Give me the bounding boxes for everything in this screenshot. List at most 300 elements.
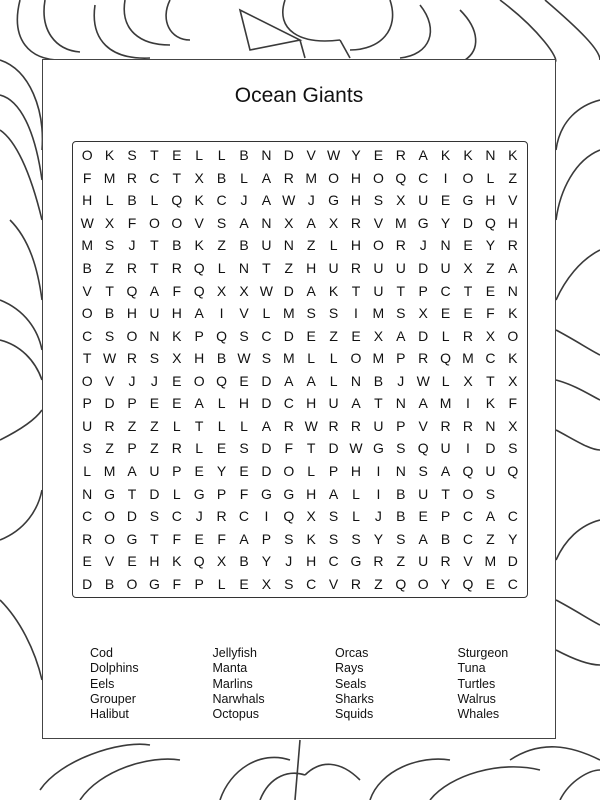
grid-cell[interactable]: A [306, 372, 316, 389]
grid-cell[interactable]: O [462, 169, 474, 186]
grid-cell[interactable]: V [104, 372, 115, 389]
grid-cell[interactable]: R [82, 530, 93, 547]
grid-cell[interactable]: E [194, 530, 204, 547]
grid-cell[interactable]: F [217, 530, 226, 547]
grid-cell[interactable]: C [216, 192, 227, 209]
grid-cell[interactable]: R [350, 260, 362, 277]
grid-cell[interactable]: O [104, 508, 116, 525]
grid-cell[interactable]: O [81, 147, 93, 164]
grid-cell[interactable]: B [440, 530, 451, 547]
grid-cell[interactable]: Q [484, 214, 496, 231]
grid-cell[interactable]: T [150, 260, 159, 277]
grid-cell[interactable]: X [463, 260, 473, 277]
grid-cell[interactable]: D [261, 395, 272, 412]
grid-cell[interactable]: R [440, 553, 451, 570]
grid-cell[interactable]: B [216, 169, 227, 186]
grid-cell[interactable]: J [307, 192, 315, 209]
grid-cell[interactable]: D [261, 372, 272, 389]
grid-cell[interactable]: Y [440, 214, 451, 231]
grid-cell[interactable]: V [194, 214, 204, 231]
grid-cell[interactable]: J [150, 372, 158, 389]
grid-cell[interactable]: S [306, 305, 316, 322]
grid-cell[interactable]: S [284, 530, 294, 547]
grid-cell[interactable]: V [373, 214, 384, 231]
grid-cell[interactable]: E [306, 327, 316, 344]
grid-cell[interactable]: K [194, 237, 204, 254]
grid-cell[interactable]: W [237, 350, 251, 367]
grid-cell[interactable]: H [306, 395, 317, 412]
grid-cell[interactable]: Q [507, 462, 519, 479]
grid-cell[interactable]: Q [193, 282, 205, 299]
grid-cell[interactable]: C [283, 395, 294, 412]
grid-cell[interactable]: L [217, 147, 226, 164]
grid-cell[interactable]: P [396, 417, 406, 434]
grid-cell[interactable]: P [261, 530, 272, 547]
grid-cell[interactable]: W [80, 214, 94, 231]
grid-cell[interactable]: S [239, 327, 249, 344]
grid-cell[interactable]: D [104, 395, 115, 412]
grid-cell[interactable]: L [307, 350, 316, 367]
grid-cell[interactable]: V [239, 305, 249, 322]
grid-cell[interactable]: G [260, 485, 272, 502]
grid-cell[interactable]: S [396, 305, 406, 322]
grid-cell[interactable]: P [127, 440, 137, 457]
grid-cell[interactable]: A [418, 530, 428, 547]
grid-cell[interactable]: X [418, 305, 428, 322]
grid-cell[interactable]: Z [127, 417, 137, 434]
grid-cell[interactable]: L [307, 462, 316, 479]
grid-cell[interactable]: E [149, 395, 160, 412]
grid-cell[interactable]: E [127, 553, 137, 570]
grid-cell[interactable]: R [350, 575, 362, 592]
grid-cell[interactable]: O [81, 305, 93, 322]
grid-cell[interactable]: L [329, 237, 338, 254]
grid-cell[interactable]: W [326, 147, 341, 164]
grid-cell[interactable]: K [508, 305, 518, 322]
grid-cell[interactable]: S [508, 440, 518, 457]
grid-cell[interactable]: T [150, 530, 159, 547]
grid-cell[interactable]: K [463, 147, 473, 164]
grid-cell[interactable]: U [328, 260, 339, 277]
grid-cell[interactable]: Q [462, 462, 474, 479]
grid-cell[interactable]: H [306, 553, 317, 570]
grid-cell[interactable]: U [440, 260, 451, 277]
grid-cell[interactable]: K [328, 282, 339, 299]
grid-cell[interactable]: L [195, 440, 204, 457]
grid-cell[interactable]: W [304, 417, 318, 434]
grid-cell[interactable]: L [240, 417, 248, 434]
grid-cell[interactable]: S [104, 237, 115, 254]
grid-cell[interactable]: M [282, 305, 295, 322]
grid-cell[interactable]: O [462, 485, 474, 502]
letter-grid[interactable] [72, 141, 528, 598]
grid-cell[interactable]: R [104, 417, 115, 434]
grid-cell[interactable]: F [127, 214, 137, 231]
grid-cell[interactable]: T [463, 282, 473, 299]
grid-cell[interactable]: A [149, 282, 160, 299]
grid-cell[interactable]: L [150, 192, 159, 209]
grid-cell[interactable]: O [81, 372, 93, 389]
grid-cell[interactable]: K [172, 553, 182, 570]
grid-cell[interactable]: D [485, 440, 496, 457]
grid-cell[interactable]: H [507, 214, 518, 231]
grid-cell[interactable]: L [352, 485, 360, 502]
grid-cell[interactable]: I [219, 305, 224, 322]
grid-cell[interactable]: B [104, 305, 115, 322]
grid-cell[interactable]: M [439, 395, 452, 412]
grid-cell[interactable]: M [305, 169, 318, 186]
grid-cell[interactable]: E [440, 305, 451, 322]
grid-cell[interactable]: P [127, 395, 137, 412]
grid-cell[interactable]: X [216, 282, 227, 299]
grid-cell[interactable]: F [284, 440, 294, 457]
grid-cell[interactable]: G [350, 553, 362, 570]
grid-cell[interactable]: V [328, 575, 339, 592]
grid-cell[interactable]: V [306, 147, 316, 164]
grid-cell[interactable]: O [104, 530, 116, 547]
grid-cell[interactable]: R [507, 237, 518, 254]
grid-cell[interactable]: S [418, 462, 428, 479]
grid-cell[interactable]: J [285, 553, 293, 570]
grid-cell[interactable]: I [264, 508, 269, 525]
grid-cell[interactable]: J [419, 237, 427, 254]
grid-cell[interactable]: N [261, 147, 272, 164]
grid-cell[interactable]: M [81, 237, 94, 254]
grid-cell[interactable]: S [328, 508, 339, 525]
grid-cell[interactable]: D [261, 462, 272, 479]
grid-cell[interactable]: Z [374, 575, 383, 592]
grid-cell[interactable]: P [328, 462, 339, 479]
grid-cell[interactable]: U [261, 237, 272, 254]
grid-cell[interactable]: Q [193, 260, 205, 277]
grid-cell[interactable]: I [354, 305, 358, 322]
grid-cell[interactable]: B [239, 147, 249, 164]
grid-cell[interactable]: S [149, 508, 160, 525]
grid-cell[interactable]: A [440, 462, 451, 479]
grid-cell[interactable]: V [104, 553, 115, 570]
grid-cell[interactable]: X [373, 327, 384, 344]
grid-cell[interactable]: O [148, 214, 160, 231]
grid-cell[interactable]: R [418, 350, 429, 367]
grid-cell[interactable]: G [372, 440, 384, 457]
grid-cell[interactable]: J [240, 192, 248, 209]
grid-cell[interactable]: H [306, 485, 317, 502]
grid-cell[interactable]: K [508, 350, 518, 367]
grid-cell[interactable]: E [194, 462, 204, 479]
grid-cell[interactable]: M [103, 462, 116, 479]
grid-cell[interactable]: U [149, 305, 160, 322]
grid-cell[interactable]: H [350, 237, 362, 254]
grid-cell[interactable]: R [216, 508, 227, 525]
grid-cell[interactable]: D [418, 327, 429, 344]
grid-cell[interactable]: P [440, 508, 451, 525]
grid-cell[interactable]: G [328, 192, 340, 209]
grid-cell[interactable]: Y [440, 575, 451, 592]
grid-cell[interactable]: E [485, 575, 496, 592]
grid-cell[interactable]: E [440, 192, 451, 209]
grid-cell[interactable]: T [127, 485, 137, 502]
grid-cell[interactable]: R [171, 440, 182, 457]
grid-cell[interactable]: U [373, 417, 384, 434]
grid-cell[interactable]: G [417, 214, 429, 231]
grid-cell[interactable]: D [82, 575, 93, 592]
grid-cell[interactable]: E [373, 147, 384, 164]
grid-cell[interactable]: U [373, 282, 384, 299]
grid-cell[interactable]: D [328, 440, 339, 457]
grid-cell[interactable]: V [82, 282, 92, 299]
grid-cell[interactable]: L [240, 169, 248, 186]
grid-cell[interactable]: O [171, 214, 183, 231]
grid-cell[interactable]: A [239, 530, 249, 547]
grid-cell[interactable]: E [239, 372, 249, 389]
grid-cell[interactable]: K [172, 327, 182, 344]
grid-cell[interactable]: U [395, 260, 406, 277]
grid-cell[interactable]: T [105, 282, 114, 299]
grid-cell[interactable]: M [103, 169, 116, 186]
grid-cell[interactable]: U [82, 417, 93, 434]
grid-cell[interactable]: W [259, 282, 273, 299]
grid-cell[interactable]: Z [150, 417, 159, 434]
grid-cell[interactable]: L [352, 508, 360, 525]
grid-cell[interactable]: X [508, 417, 518, 434]
grid-cell[interactable]: A [194, 305, 204, 322]
grid-cell[interactable]: L [105, 192, 114, 209]
grid-cell[interactable]: M [282, 350, 295, 367]
grid-cell[interactable]: A [127, 462, 137, 479]
grid-cell[interactable]: I [376, 485, 381, 502]
grid-cell[interactable]: P [194, 327, 204, 344]
grid-cell[interactable]: I [466, 440, 470, 457]
grid-cell[interactable]: K [306, 530, 316, 547]
grid-cell[interactable]: N [238, 260, 250, 277]
grid-cell[interactable]: S [127, 147, 137, 164]
grid-cell[interactable]: X [508, 372, 518, 389]
grid-cell[interactable]: X [306, 508, 316, 525]
grid-cell[interactable]: T [486, 372, 495, 389]
grid-cell[interactable]: R [328, 417, 339, 434]
grid-cell[interactable]: F [172, 530, 182, 547]
grid-cell[interactable]: Z [508, 169, 518, 186]
grid-cell[interactable]: B [104, 575, 115, 592]
grid-cell[interactable]: G [126, 530, 138, 547]
grid-cell[interactable]: V [418, 417, 428, 434]
grid-cell[interactable]: N [395, 462, 406, 479]
grid-cell[interactable]: K [104, 147, 115, 164]
grid-cell[interactable]: O [126, 327, 138, 344]
grid-cell[interactable]: C [462, 508, 474, 525]
grid-cell[interactable]: H [194, 350, 205, 367]
grid-cell[interactable]: K [485, 395, 496, 412]
grid-cell[interactable]: A [508, 260, 518, 277]
grid-cell[interactable]: E [239, 575, 249, 592]
grid-cell[interactable]: Y [485, 237, 496, 254]
grid-cell[interactable]: Z [105, 440, 114, 457]
grid-cell[interactable]: A [261, 192, 272, 209]
grid-cell[interactable]: C [82, 327, 93, 344]
grid-cell[interactable]: R [126, 350, 138, 367]
grid-cell[interactable]: H [306, 260, 317, 277]
grid-cell[interactable]: R [283, 169, 294, 186]
grid-cell[interactable]: Z [105, 260, 114, 277]
grid-cell[interactable]: Q [417, 440, 429, 457]
grid-cell[interactable]: X [485, 327, 496, 344]
grid-cell[interactable]: L [486, 169, 495, 186]
grid-cell[interactable]: W [349, 440, 363, 457]
grid-cell[interactable]: D [283, 282, 294, 299]
grid-cell[interactable]: C [462, 530, 474, 547]
grid-cell[interactable]: O [507, 327, 519, 344]
grid-cell[interactable]: G [462, 192, 474, 209]
grid-cell[interactable]: F [172, 282, 182, 299]
grid-cell[interactable]: P [396, 350, 406, 367]
grid-cell[interactable]: Q [126, 282, 138, 299]
grid-cell[interactable]: O [193, 372, 205, 389]
grid-cell[interactable]: M [394, 214, 407, 231]
grid-cell[interactable]: Z [396, 553, 406, 570]
grid-cell[interactable]: A [328, 485, 339, 502]
grid-cell[interactable]: Y [373, 530, 384, 547]
grid-cell[interactable]: Q [395, 575, 407, 592]
grid-cell[interactable]: R [126, 260, 138, 277]
grid-cell[interactable]: J [397, 372, 405, 389]
grid-cell[interactable]: P [216, 485, 227, 502]
grid-cell[interactable]: R [395, 147, 406, 164]
grid-cell[interactable]: Y [351, 147, 361, 164]
grid-cell[interactable]: R [171, 260, 182, 277]
grid-cell[interactable]: H [82, 192, 93, 209]
grid-cell[interactable]: Z [486, 260, 495, 277]
grid-cell[interactable]: X [104, 214, 115, 231]
grid-cell[interactable]: A [194, 395, 204, 412]
grid-cell[interactable]: X [194, 169, 204, 186]
grid-cell[interactable]: E [463, 237, 473, 254]
grid-cell[interactable]: H [350, 192, 362, 209]
grid-cell[interactable]: Y [216, 462, 227, 479]
grid-cell[interactable]: O [283, 462, 295, 479]
grid-cell[interactable]: Q [440, 350, 452, 367]
grid-cell[interactable]: T [306, 440, 316, 457]
grid-cell[interactable]: N [82, 485, 93, 502]
grid-cell[interactable]: F [508, 395, 518, 412]
grid-cell[interactable]: B [172, 237, 182, 254]
grid-cell[interactable]: W [102, 350, 117, 367]
grid-cell[interactable]: Q [462, 575, 474, 592]
grid-cell[interactable]: E [216, 440, 227, 457]
grid-cell[interactable]: F [82, 169, 92, 186]
grid-cell[interactable]: J [195, 508, 203, 525]
grid-cell[interactable]: T [82, 350, 92, 367]
grid-cell[interactable]: D [507, 553, 518, 570]
grid-cell[interactable]: R [283, 417, 294, 434]
grid-cell[interactable]: T [150, 147, 159, 164]
grid-cell[interactable]: S [149, 350, 160, 367]
grid-cell[interactable]: I [443, 169, 448, 186]
grid-cell[interactable]: F [486, 305, 495, 322]
grid-cell[interactable]: M [372, 350, 385, 367]
grid-cell[interactable]: B [373, 372, 384, 389]
grid-cell[interactable]: L [172, 417, 181, 434]
grid-cell[interactable]: A [239, 214, 249, 231]
grid-cell[interactable]: P [194, 575, 204, 592]
grid-cell[interactable]: G [283, 485, 295, 502]
grid-cell[interactable]: C [306, 575, 317, 592]
grid-cell[interactable]: E [485, 282, 496, 299]
grid-cell[interactable]: A [261, 417, 272, 434]
grid-cell[interactable]: U [418, 553, 429, 570]
grid-cell[interactable]: S [104, 327, 115, 344]
grid-cell[interactable]: Q [395, 169, 407, 186]
grid-cell[interactable]: X [172, 350, 182, 367]
grid-cell[interactable]: S [82, 440, 92, 457]
grid-cell[interactable]: L [217, 395, 226, 412]
grid-cell[interactable]: F [239, 485, 249, 502]
grid-cell[interactable]: Q [283, 508, 295, 525]
grid-cell[interactable]: C [149, 169, 160, 186]
grid-cell[interactable]: L [172, 485, 181, 502]
grid-cell[interactable]: H [149, 553, 160, 570]
grid-cell[interactable]: U [485, 462, 496, 479]
grid-cell[interactable]: E [172, 147, 182, 164]
grid-cell[interactable]: N [149, 327, 160, 344]
grid-cell[interactable]: Y [261, 553, 272, 570]
grid-cell[interactable]: T [150, 237, 159, 254]
grid-cell[interactable]: O [126, 575, 138, 592]
grid-cell[interactable]: L [329, 350, 338, 367]
grid-cell[interactable]: L [83, 462, 92, 479]
grid-cell[interactable]: D [418, 260, 429, 277]
grid-cell[interactable]: S [373, 192, 384, 209]
grid-cell[interactable]: D [126, 508, 138, 525]
grid-cell[interactable]: P [172, 462, 182, 479]
grid-cell[interactable]: O [350, 350, 362, 367]
grid-cell[interactable]: M [484, 553, 497, 570]
grid-cell[interactable]: K [194, 192, 204, 209]
grid-cell[interactable]: O [328, 169, 340, 186]
grid-cell[interactable]: E [418, 508, 428, 525]
grid-cell[interactable]: U [328, 395, 339, 412]
grid-cell[interactable]: N [507, 282, 518, 299]
grid-cell[interactable]: N [261, 214, 272, 231]
grid-cell[interactable]: Z [486, 530, 495, 547]
grid-cell[interactable]: X [463, 372, 473, 389]
grid-cell[interactable]: E [82, 553, 92, 570]
grid-cell[interactable]: R [395, 237, 406, 254]
grid-cell[interactable]: Z [150, 440, 159, 457]
grid-cell[interactable]: A [418, 147, 428, 164]
grid-cell[interactable]: U [418, 192, 429, 209]
grid-cell[interactable]: N [485, 147, 496, 164]
grid-cell[interactable]: Z [329, 327, 338, 344]
grid-cell[interactable]: G [104, 485, 116, 502]
grid-cell[interactable]: N [485, 417, 496, 434]
grid-cell[interactable]: S [328, 530, 339, 547]
grid-cell[interactable]: N [440, 237, 451, 254]
grid-cell[interactable]: A [306, 214, 316, 231]
grid-cell[interactable]: M [462, 350, 474, 367]
grid-cell[interactable]: N [395, 395, 406, 412]
grid-cell[interactable]: H [485, 192, 496, 209]
grid-cell[interactable]: H [171, 305, 182, 322]
grid-cell[interactable]: R [350, 214, 362, 231]
grid-cell[interactable]: Q [193, 553, 205, 570]
grid-cell[interactable]: X [261, 575, 272, 592]
grid-cell[interactable]: R [462, 327, 474, 344]
grid-cell[interactable]: R [440, 417, 451, 434]
grid-cell[interactable]: S [261, 350, 272, 367]
grid-cell[interactable]: N [283, 237, 294, 254]
grid-cell[interactable]: U [418, 485, 429, 502]
grid-cell[interactable]: X [284, 214, 294, 231]
